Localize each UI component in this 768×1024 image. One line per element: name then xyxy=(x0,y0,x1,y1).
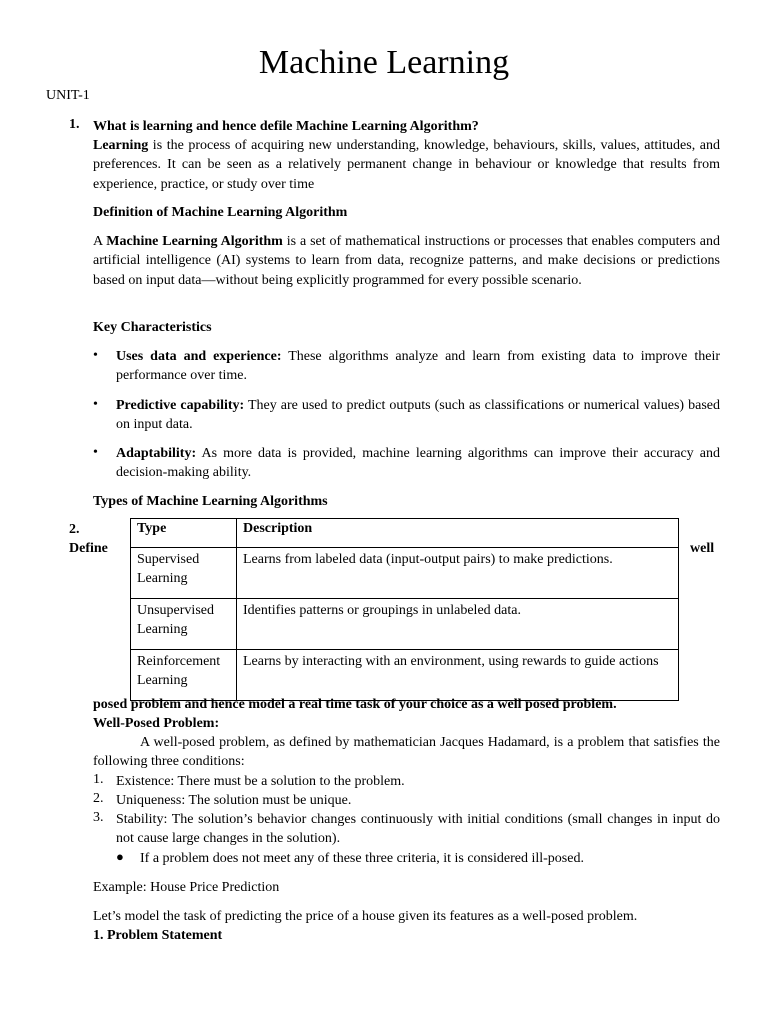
problem-statement-heading: 1. Problem Statement xyxy=(93,928,223,943)
bullet-term: Adaptability: xyxy=(116,446,197,461)
bullet-text: These algorithms analyze and learn from existing data to improve their performance over time. xyxy=(116,349,720,384)
q2-number: 2. xyxy=(69,522,80,537)
table-row xyxy=(131,599,679,650)
table-row xyxy=(131,650,679,701)
bullet-text: As more data is provided, machine learning algorithms can improve their accuracy and decision-making ability. xyxy=(116,446,720,481)
table-cell: Reinforcement Learning xyxy=(131,650,237,701)
table-header-row xyxy=(131,519,679,548)
ill-posed-note xyxy=(140,849,720,868)
bullet-term: Predictive capability: xyxy=(116,398,245,413)
bullet-term: Uses data and experience: xyxy=(116,349,282,364)
page-title: Machine Learning xyxy=(258,44,510,81)
learning-paragraph xyxy=(93,136,720,194)
bullet-icon: • xyxy=(93,397,98,412)
table-header: Description xyxy=(237,519,679,548)
condition-number: 2. xyxy=(93,791,104,806)
learning-text: is the process of acquiring new understanding, knowledge, behaviours, skills, values, attitudes, and preferences. It can be seen as a relatively permanent change in behaviour or knowledge that results from experience, practice, or study over time xyxy=(93,138,720,192)
condition-item: Stability: The solution’s behavior changes continuously with initial conditions (small changes in input do not cause large changes in the solution). xyxy=(116,812,720,847)
list-item xyxy=(116,347,720,386)
condition-item: Uniqueness: The solution must be unique. xyxy=(116,793,352,808)
bullet-text: They are used to predict outputs (such as classifications or numerical values) based on input data. xyxy=(116,398,720,433)
condition-item: Existence: There must be a solution to the problem. xyxy=(116,774,405,789)
definition-prefix: A xyxy=(93,234,107,249)
table-cell: Learns from labeled data (input-output pairs) to make predictions. xyxy=(237,548,679,599)
bullet-icon: • xyxy=(93,348,98,363)
table-cell: Unsupervised Learning xyxy=(131,599,237,650)
unit-label: UNIT-1 xyxy=(46,88,90,103)
key-characteristics-heading: Key Characteristics xyxy=(93,320,212,335)
definition-text: is a set of mathematical instructions or processes that enables computers and artificial intelligence (AI) systems to learn from data, recognize patterns, and make decisions or predictions based on input data—without being explicitly programmed for every possible scenario. xyxy=(93,234,720,288)
condition-number: 3. xyxy=(93,810,104,825)
ill-posed-text: If a problem does not meet any of these three criteria, it is considered ill-posed. xyxy=(140,851,584,866)
list-item xyxy=(116,396,720,435)
well-posed-paragraph: A well-posed problem, as defined by mathematician Jacques Hadamard, is a problem that satisfies the following three conditions: xyxy=(93,735,720,770)
learning-term: Learning xyxy=(93,138,149,153)
q2-well: well xyxy=(690,541,715,556)
definition-heading: Definition of Machine Learning Algorithm xyxy=(93,205,348,220)
table-cell: Identifies patterns or groupings in unlabeled data. xyxy=(237,599,679,650)
q1-question: What is learning and hence defile Machine Learning Algorithm? xyxy=(93,119,479,134)
definition-paragraph xyxy=(93,232,720,290)
table-header: Type xyxy=(131,519,237,548)
types-table xyxy=(130,518,679,701)
bullet-icon: • xyxy=(93,445,98,460)
table-cell: Supervised Learning xyxy=(131,548,237,599)
model-paragraph: Let’s model the task of predicting the price of a house given its features as a well-posed problem. xyxy=(93,909,638,924)
table-row xyxy=(131,548,679,599)
table-cell: Learns by interacting with an environment, using rewards to guide actions xyxy=(237,650,679,701)
q1-number: 1. xyxy=(69,117,80,132)
condition-number: 1. xyxy=(93,772,104,787)
types-heading: Types of Machine Learning Algorithms xyxy=(93,494,328,509)
definition-term: Machine Learning Algorithm xyxy=(106,234,283,249)
q2-define: Define xyxy=(69,541,108,556)
bullet-icon: ● xyxy=(116,849,124,864)
example-heading: Example: House Price Prediction xyxy=(93,880,280,895)
q2-question-rest: posed problem and hence model a real time task of your choice as a well posed problem. xyxy=(93,697,617,712)
list-item xyxy=(116,444,720,483)
well-posed-heading: Well-Posed Problem: xyxy=(93,716,220,731)
